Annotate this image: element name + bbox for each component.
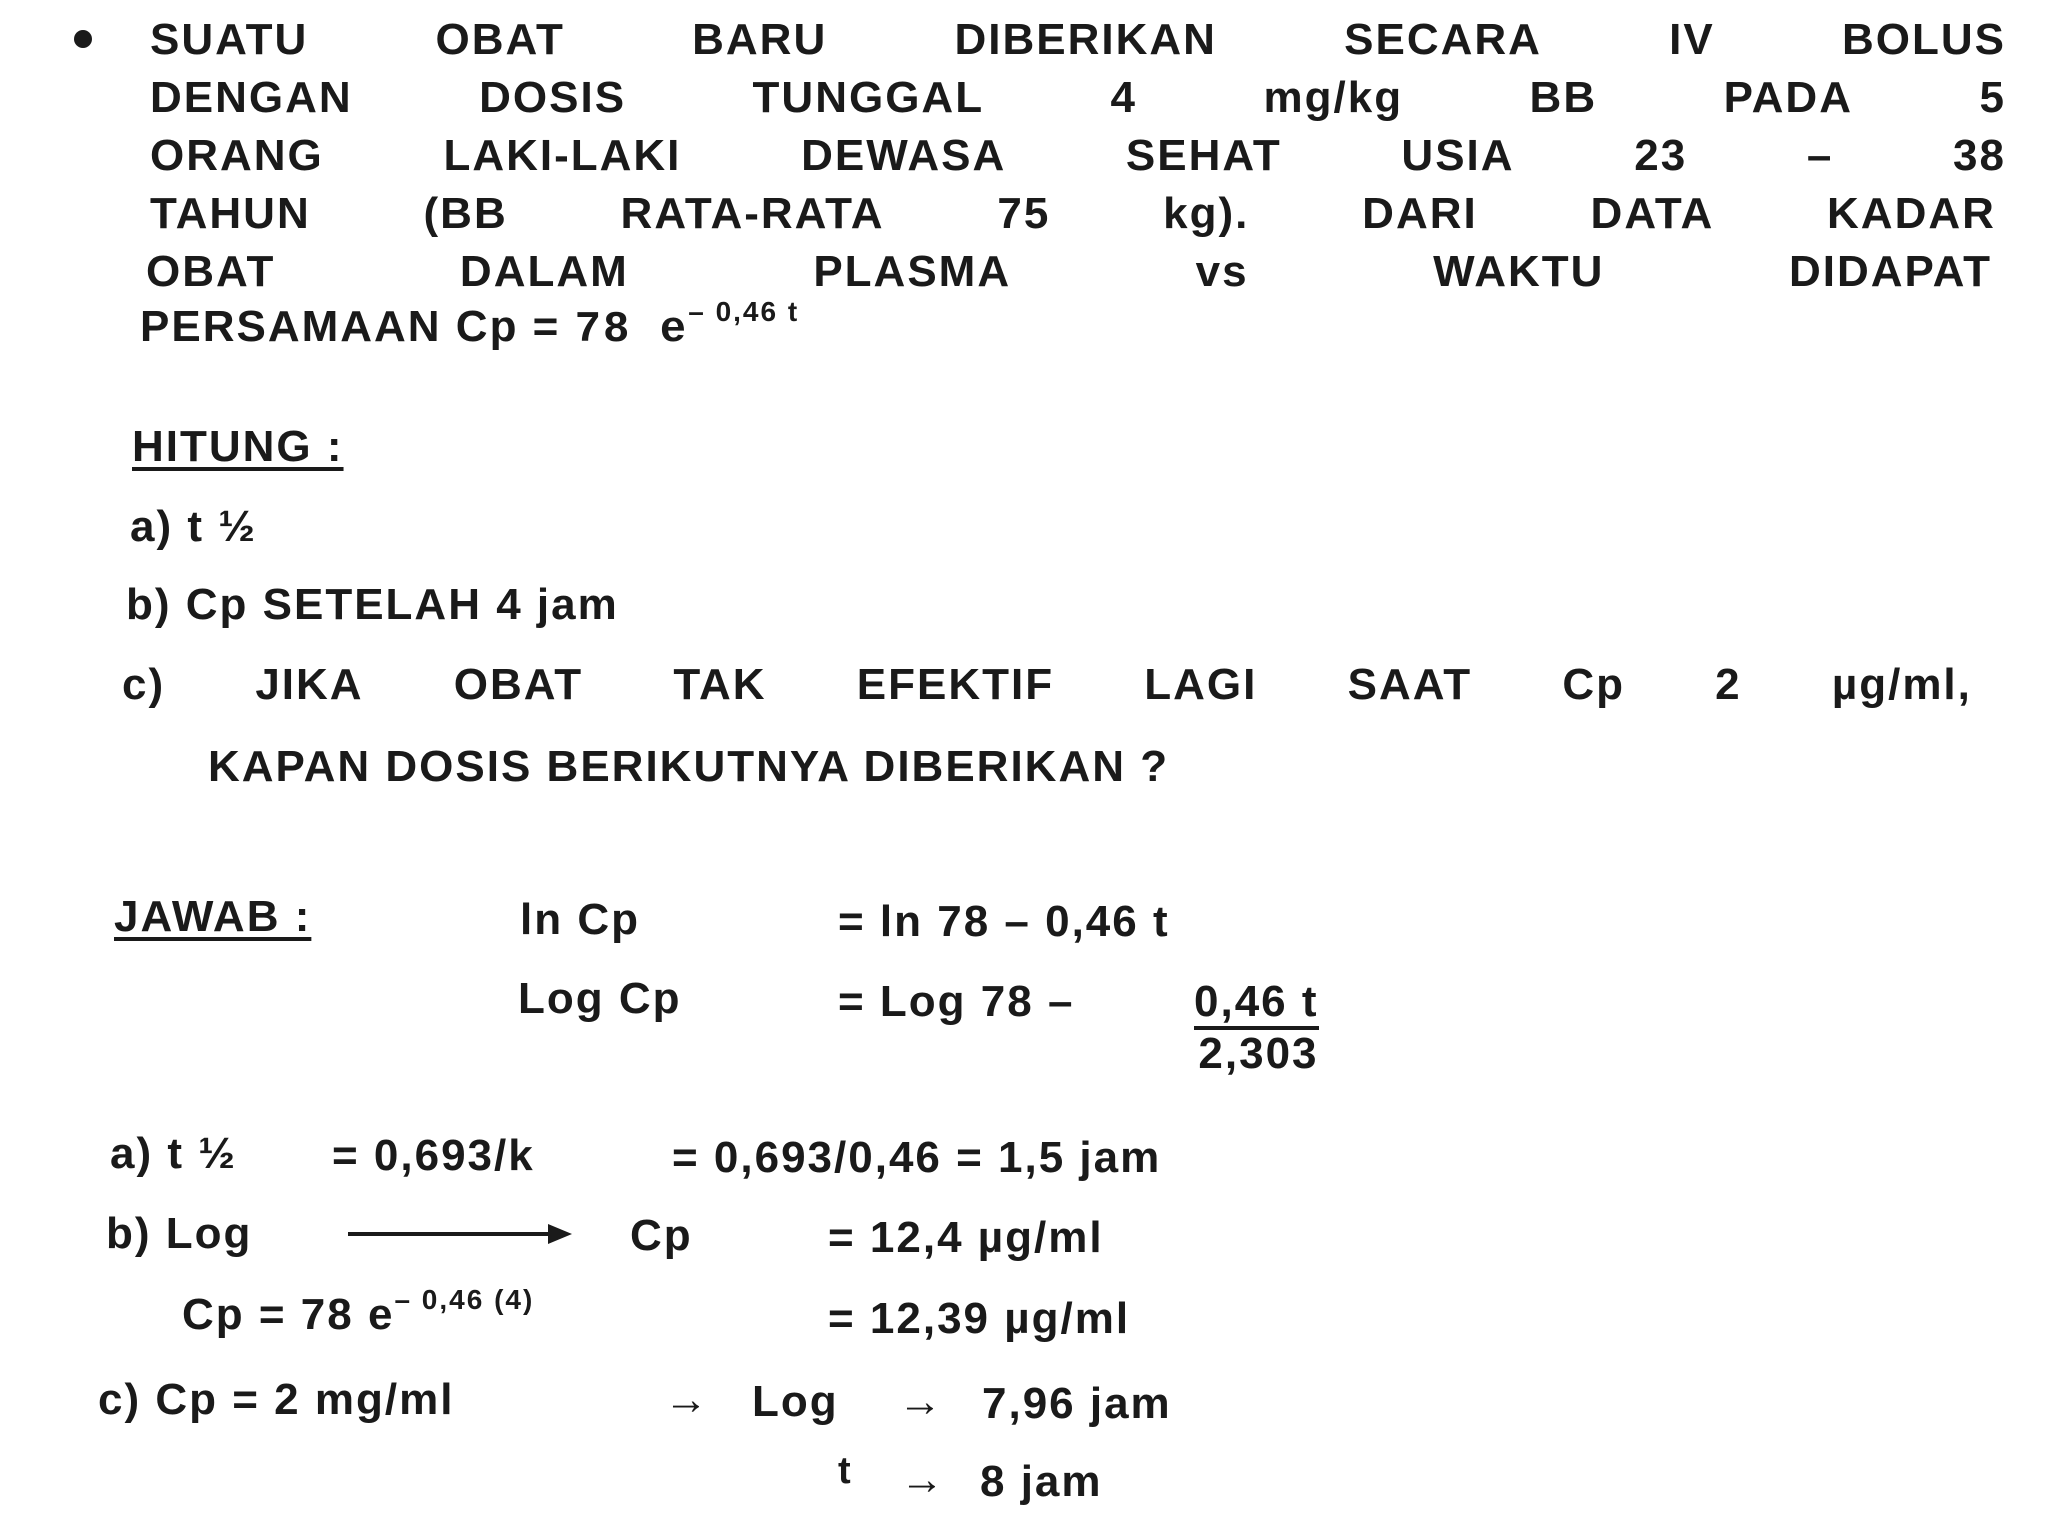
word: SAAT: [1347, 660, 1473, 709]
word: 38: [1953, 131, 2006, 180]
word: 23: [1634, 131, 1688, 180]
fraction-denominator: 2,303: [1198, 1029, 1319, 1078]
word: SUATU: [150, 15, 309, 64]
answer-b-label: b) Log: [106, 1209, 253, 1258]
word: BOLUS: [1841, 15, 2006, 64]
equation-base: 78 e: [574, 305, 689, 355]
equation-log-left: Log Cp: [518, 974, 682, 1023]
word: DALAM: [459, 247, 629, 296]
equation-exponent: – 0,46 t: [688, 296, 800, 327]
word: 2: [1715, 660, 1742, 709]
word: mg/kg: [1263, 73, 1404, 122]
word: 75: [997, 189, 1051, 238]
word: (BB: [423, 189, 508, 238]
word: BB: [1529, 73, 1598, 122]
word: DARI: [1362, 189, 1478, 238]
answer-c-arrow-3-icon: →: [900, 1455, 944, 1504]
word: TAHUN: [150, 189, 311, 238]
answer-c-result: 7,96 jam: [982, 1379, 1172, 1428]
answer-b-equation-exponent: – 0,46 (4): [394, 1284, 535, 1315]
word: KADAR: [1827, 189, 1996, 238]
answer-a-label: a) t ½: [110, 1129, 237, 1178]
word: DIBERIKAN: [954, 15, 1217, 64]
intro-line-1: [150, 15, 2006, 64]
word: 5: [1979, 73, 2006, 122]
word: OBAT: [146, 247, 276, 296]
word: vs: [1195, 247, 1249, 296]
jawab-heading: JAWAB :: [114, 892, 312, 941]
answer-b-cp: Cp: [630, 1211, 693, 1260]
equation-ln-right: = ln 78 – 0,46 t: [838, 897, 1170, 946]
answer-b-result-2: = 12,39 µg/ml: [828, 1294, 1131, 1343]
word: DOSIS: [479, 73, 627, 122]
word: PLASMA: [813, 247, 1012, 296]
word: DEWASA: [801, 131, 1007, 180]
question-a: a) t ½: [130, 502, 257, 551]
answer-a-eq1: = 0,693/k: [332, 1131, 535, 1180]
word: ORANG: [150, 131, 324, 180]
intro-line-5: [146, 247, 1992, 296]
intro-line-3: [150, 131, 2006, 180]
word: DIDAPAT: [1788, 247, 1992, 296]
word: c): [122, 660, 166, 709]
word: OBAT: [435, 15, 565, 64]
word: LAKI-LAKI: [443, 131, 682, 180]
question-c-line-1: [122, 660, 1972, 709]
word: IV: [1669, 15, 1715, 64]
word: WAKTU: [1433, 247, 1605, 296]
word: USIA: [1401, 131, 1515, 180]
word: DENGAN: [150, 73, 353, 122]
question-b: b) Cp SETELAH 4 jam: [126, 580, 619, 629]
answer-b-equation: [182, 1284, 535, 1339]
word: PADA: [1723, 73, 1853, 122]
equation-log-fraction: [1194, 977, 1319, 1078]
word: TAK: [673, 660, 767, 709]
word: TUNGGAL: [752, 73, 985, 122]
answer-a-eq2: = 0,693/0,46 = 1,5 jam: [672, 1133, 1162, 1182]
intro-line-2: [150, 73, 2006, 122]
answer-c-arrow-1-icon: →: [664, 1375, 708, 1424]
word: SECARA: [1344, 15, 1542, 64]
fraction-numerator: 0,46 t: [1194, 980, 1319, 1030]
equation-log-right: = Log 78 –: [838, 977, 1075, 1026]
answer-c-final: 8 jam: [980, 1457, 1103, 1506]
question-c-line-2: KAPAN DOSIS BERIKUTNYA DIBERIKAN ?: [208, 742, 1170, 791]
answer-b-result: = 12,4 µg/ml: [828, 1213, 1104, 1262]
answer-c-label: c) Cp = 2 mg/ml: [98, 1375, 455, 1424]
word: Cp: [1562, 660, 1625, 709]
intro-line-4: [150, 189, 1996, 238]
answer-c-log: Log: [752, 1377, 839, 1426]
word: BARU: [692, 15, 828, 64]
intro-equation: [140, 296, 800, 355]
word: RATA-RATA: [620, 189, 885, 238]
word: OBAT: [453, 660, 584, 709]
answer-b-arrow-shaft: [348, 1232, 548, 1236]
answer-b-equation-base: Cp = 78 e: [182, 1290, 395, 1339]
hitung-heading: HITUNG :: [132, 422, 344, 471]
bullet-point: [74, 30, 92, 48]
word: kg).: [1163, 189, 1250, 238]
equation-prefix: PERSAMAAN Cp =: [140, 302, 575, 351]
word: 4: [1110, 73, 1138, 122]
equation-ln-left: ln Cp: [520, 895, 640, 944]
word: LAGI: [1144, 660, 1258, 709]
answer-c-arrow-2-icon: →: [898, 1377, 942, 1426]
answer-c-t: t: [838, 1450, 851, 1492]
word: JIKA: [255, 660, 364, 709]
word: EFEKTIF: [856, 660, 1055, 709]
word: µg/ml,: [1831, 660, 1972, 709]
word: –: [1806, 131, 1834, 180]
word: SEHAT: [1125, 131, 1282, 180]
word: DATA: [1590, 189, 1715, 238]
answer-b-arrow-head-icon: [548, 1224, 572, 1244]
